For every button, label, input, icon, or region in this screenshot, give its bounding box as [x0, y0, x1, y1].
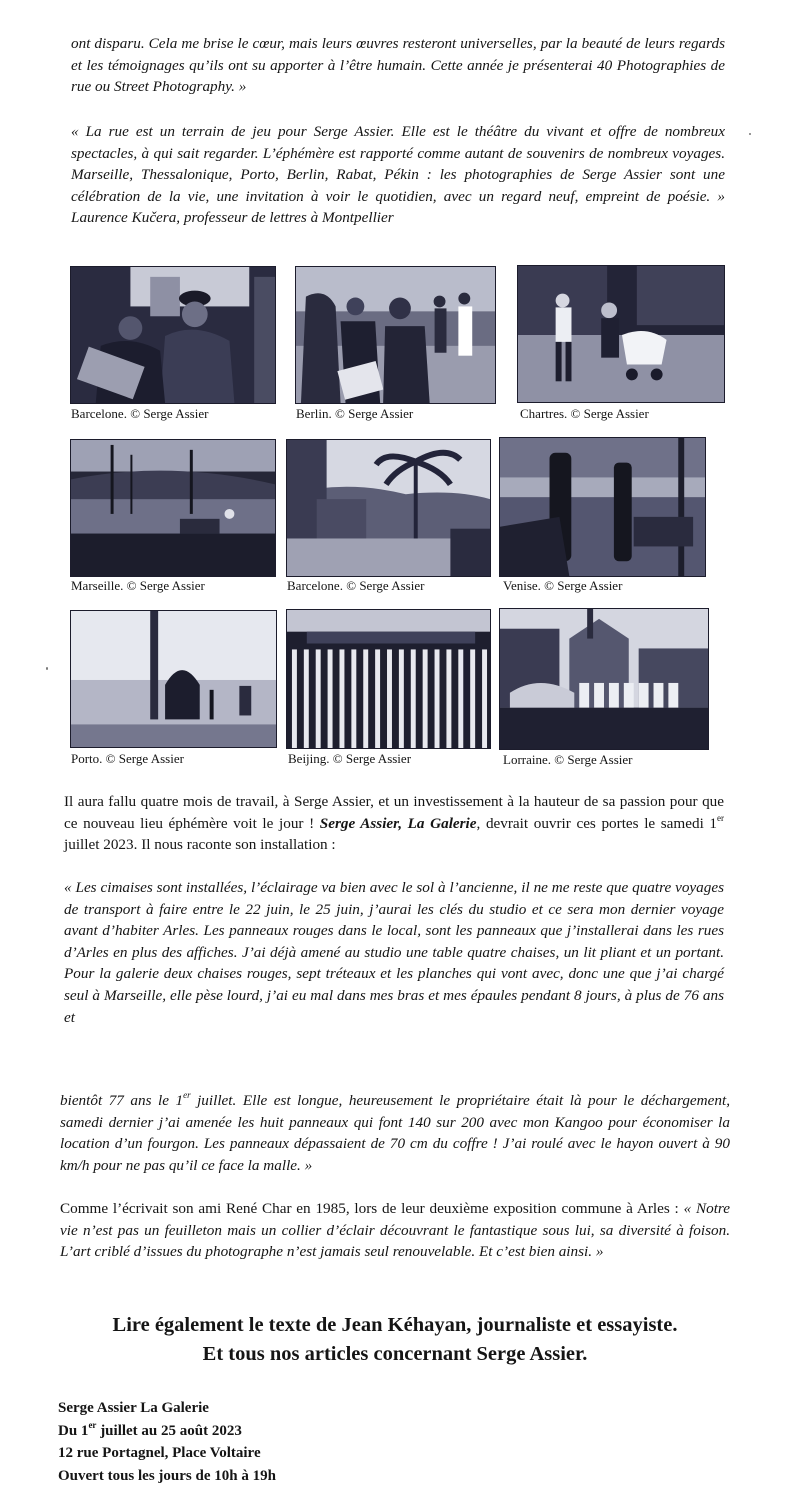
- superscript: er: [183, 1089, 191, 1100]
- text-run: juillet. Elle est longue, heureusement le propriétaire était là pour le déchargement, samedi dernier j’ai amenée les huit panneaux qui font 140 sur 200 avec mon Kangoo pour économiser la location d’un fourgon. Les panneaux dépassaient de 70 cm du coffre ! J’ai roulé avec le hayon ouvert à 90 km/h pour ne pas qu’il ce face la malle. »: [60, 1092, 730, 1174]
- photo-caption: Barcelone. © Serge Assier: [287, 578, 425, 593]
- text-run: juillet au 25 août 2023: [96, 1422, 242, 1439]
- gallery-name: Serge Assier, La Galerie: [319, 814, 477, 832]
- photo-caption: Porto. © Serge Assier: [71, 751, 184, 766]
- photo-caption: Venise. © Serge Assier: [503, 578, 623, 593]
- text-run: juillet 2023. Il nous raconte son installation :: [64, 836, 336, 854]
- superscript: er: [717, 812, 724, 823]
- photo-caption: Lorraine. © Serge Assier: [503, 752, 633, 767]
- scan-speck: [749, 133, 751, 135]
- quote-paragraph-intro: ont disparu. Cela me brise le cœur, mais leurs œuvres resteront universelles, par la beauté de leurs regards et les témoignages qu’ils ont su apporter à l’être humain. Cette année je présenterai 40 Photographies de rue ou Street Photography. »: [71, 35, 725, 96]
- installation-quote-part1: « Les cimaises sont installées, l’éclairage va bien avec le sol à l’ancienne, il ne me reste que quatre voyages de transport à faire entre le 22 juin, le 25 juin, j’aurai les clés du studio et ce sera mon dernier voyage avant d’habiter Arles. Les panneaux rouges dans le local, sont les panneaux que j’installerai dans les rues d’Arles en plus des affiches. J’ai déjà amené au studio une table quatre chaises, un lit pliant et un portant. Pour la galerie deux chaises rouges, sept tréteaux et les planches qui vont avec, donc une que j’ai chargé seul à Marseille, elle pèse lourd, j’ai eu mal dans mes bras et mes épaules pendant 8 jours, à plus de 76 ans et: [64, 879, 724, 1026]
- superscript: er: [88, 1419, 97, 1430]
- photo-barcelone-palm: [286, 439, 491, 577]
- installation-intro-paragraph: [64, 791, 724, 856]
- exhibition-info: [58, 1397, 276, 1487]
- gallery-title: Serge Assier La Galerie: [58, 1400, 209, 1416]
- text-run: Comme l’écrivait son ami René Char en 1985, lors de leur deuxième exposition commune à Arles :: [60, 1200, 684, 1217]
- rene-char-paragraph: [60, 1198, 730, 1263]
- photo-caption: Barcelone. © Serge Assier: [71, 406, 209, 421]
- exhibition-dates: [58, 1420, 276, 1443]
- installation-quote-part2: [60, 1090, 730, 1176]
- opening-hours: Ouvert tous les jours de 10h à 19h: [58, 1467, 276, 1484]
- photo-caption: Marseille. © Serge Assier: [71, 578, 205, 593]
- text-run: Du 1: [58, 1422, 89, 1439]
- photo-caption: Berlin. © Serge Assier: [296, 406, 414, 421]
- quote-paragraph-kucera: « La rue est un terrain de jeu pour Serge Assier. Elle est le théâtre du vivant et offre de nombreux spectacles, à qui sait regarder. L’éphémère est rapporté comme autant de souvenirs de nombreux voyages. Marseille, Thessalonique, Porto, Berlin, Rabat, Pékin : les photographies de Serge Assier sont une célébration de la vie, une invitation à voir le quotidien, avec un regard neuf, empreint de poésie. » Laurence Kučera, professeur de lettres à Montpellier: [71, 123, 725, 227]
- photo-marseille-port: [70, 439, 276, 577]
- photo-barcelone-crowd: [70, 266, 276, 404]
- scan-speck: [46, 667, 48, 670]
- text-run: , devrait ouvrir ces portes le samedi 1: [476, 814, 717, 832]
- link-jean-kehayan-text[interactable]: Lire également le texte de Jean Kéhayan, journaliste et essayiste.: [112, 1314, 678, 1336]
- exhibition-address: 12 rue Portagnel, Place Voltaire: [58, 1445, 261, 1461]
- photo-caption: Chartres. © Serge Assier: [520, 406, 649, 421]
- photo-venise-posts: [499, 437, 706, 577]
- photo-beijing-gate: [286, 609, 491, 749]
- photo-chartres-walkers: [517, 265, 725, 403]
- rene-char-quote: « Notre vie n’est pas un feuilleton mais un collier d’éclair découvrant le fantastique sous lui, sa diversité à foison. L’art criblé d’issues du photographe n’est jamais seul renouvelable. Et c’est bien ainsi. »: [60, 1200, 731, 1261]
- text-run: bientôt 77 ans le 1: [60, 1092, 184, 1109]
- photo-lorraine-houses: [499, 608, 709, 750]
- photo-berlin-street: [295, 266, 496, 404]
- text-run: Il aura fallu quatre mois de travail, à Serge Assier, et un investissement à la hauteur de sa passion pour que ce nouveau lieu éphémère voit le jour !: [64, 793, 724, 832]
- link-serge-assier-articles[interactable]: Et tous nos articles concernant Serge Assier.: [202, 1343, 588, 1365]
- photo-caption: Beijing. © Serge Assier: [288, 751, 412, 766]
- photo-porto-harbour: [70, 610, 277, 748]
